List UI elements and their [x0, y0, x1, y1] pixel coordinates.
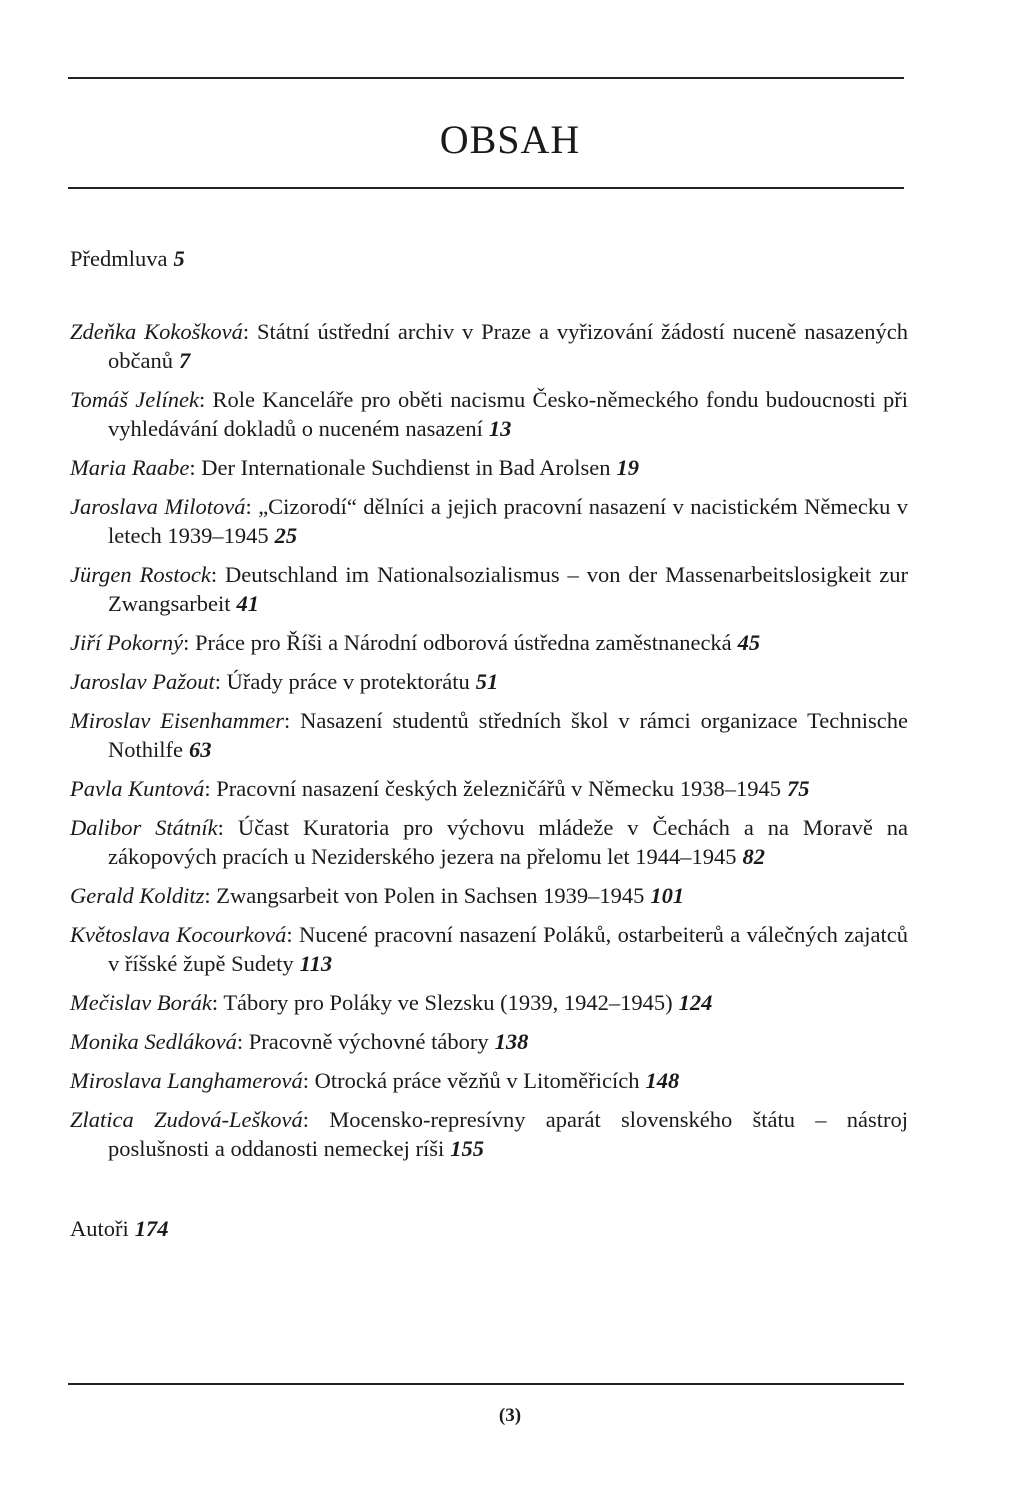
toc-entry-author: Maria Raabe — [70, 455, 190, 480]
toc-entry-author: Gerald Kolditz — [70, 883, 205, 908]
title-rule — [68, 187, 904, 189]
toc-entry-title: Role Kanceláře pro oběti nacismu Česko-německého fondu budoucnosti při vyhledávání dokladů o nuceném nasazení — [108, 387, 908, 441]
toc-entry-author: Jürgen Rostock — [70, 562, 211, 587]
toc-entry-title: „Cizorodí“ dělníci a jejich pracovní nasazení v nacistickém Německu v letech 1939–1945 — [108, 494, 908, 548]
toc-entry-title: Pracovně výchovné tábory — [248, 1029, 489, 1054]
toc-entry[interactable]: Květoslava Kocourková: Nucené pracovní nasazení Poláků, ostarbeiterů a válečných zajatců v říšské župě Sudety 113 — [70, 922, 908, 976]
page-title: OBSAH — [439, 117, 581, 162]
toc-entry-title: Der Internationale Suchdienst in Bad Arolsen — [201, 455, 611, 480]
toc-entry-title: Mocensko-represívny aparát slovenského štátu – nástroj poslušnosti a oddanosti nemeckej ríši — [108, 1107, 908, 1161]
toc-entry-title: Deutschland im Nationalsozialismus – von der Massenarbeitslosigkeit zur Zwangsarbeit — [108, 562, 908, 616]
toc-entry-title: Tábory pro Poláky ve Slezsku (1939, 1942–1945) — [223, 990, 673, 1015]
toc-entry-author: Květoslava Kocourková — [70, 922, 287, 947]
toc-entry-page: 148 — [645, 1068, 680, 1093]
toc-authors-page: 174 — [134, 1216, 169, 1241]
toc-entry-title: Otrocká práce vězňů v Litoměřicích — [314, 1068, 640, 1093]
toc-authors-label: Autoři — [70, 1216, 129, 1241]
toc-entry[interactable]: Zdeňka Kokošková: Státní ústřední archiv v Praze a vyřizování žádostí nuceně nasazených občanů 7 — [70, 319, 908, 373]
toc-entry[interactable]: Miroslava Langhamerová: Otrocká práce vězňů v Litoměřicích 148 — [70, 1068, 680, 1093]
toc-entry-title: Práce pro Říši a Národní odborová ústředna zaměstnanecká — [194, 630, 732, 655]
toc-entry-page: 51 — [475, 669, 499, 694]
toc-entry-page: 75 — [787, 776, 810, 801]
toc-entry-page: 45 — [737, 630, 761, 655]
bottom-rule — [68, 1383, 904, 1385]
toc-entry-page: 155 — [450, 1136, 484, 1161]
toc-entry-author: Zdeňka Kokošková — [70, 319, 243, 344]
toc-preface[interactable] — [70, 244, 908, 273]
page-number: (3) — [498, 1405, 522, 1426]
toc-preface-label: Předmluva — [70, 246, 168, 271]
toc-entries — [70, 317, 908, 1163]
toc-entry-author: Tomáš Jelínek — [70, 387, 199, 412]
toc-entry[interactable]: Mečislav Borák: Tábory pro Poláky ve Slezsku (1939, 1942–1945) 124 — [70, 990, 713, 1015]
toc-entry-page: 124 — [678, 990, 713, 1015]
toc-preface-page: 5 — [173, 246, 185, 271]
toc-entry-author: Dalibor Státník — [70, 815, 218, 840]
toc-entry-title: Pracovní nasazení českých železničářů v Německu 1938–1945 — [216, 776, 782, 801]
toc-entry-page: 19 — [616, 455, 640, 480]
toc-entry[interactable]: Jiří Pokorný: Práce pro Říši a Národní odborová ústředna zaměstnanecká 45 — [70, 630, 761, 655]
toc-entry[interactable]: Tomáš Jelínek: Role Kanceláře pro oběti nacismu Česko-německého fondu budoucnosti při vyhledávání dokladů o nuceném nasazení 13 — [70, 387, 908, 441]
toc-entry-page: 113 — [299, 951, 333, 976]
toc-entry-page: 82 — [742, 844, 766, 869]
toc-entry[interactable]: Gerald Kolditz: Zwangsarbeit von Polen in Sachsen 1939–1945 101 — [70, 883, 685, 908]
toc-entry-page: 63 — [188, 737, 212, 762]
toc-entry-author: Jiří Pokorný — [70, 630, 184, 655]
toc-entry-author: Pavla Kuntová — [70, 776, 205, 801]
toc-entry-page: 101 — [650, 883, 685, 908]
toc-entry-title: Nucené pracovní nasazení Poláků, ostarbeiterů a válečných zajatců v říšské župě Sudety — [108, 922, 908, 976]
toc-entry-page: 25 — [274, 523, 298, 548]
toc-entry-page: 7 — [178, 348, 191, 373]
toc-entry-author: Miroslav Eisenhammer — [70, 708, 285, 733]
toc-entry[interactable]: Zlatica Zudová-Lešková: Mocensko-represívny aparát slovenského štátu – nástroj poslušnosti a oddanosti nemeckej ríši 155 — [70, 1107, 908, 1161]
top-rule — [68, 77, 904, 79]
toc-entry[interactable]: Jaroslav Pažout: Úřady práce v protektorátu 51 — [70, 669, 499, 694]
toc-entry-title: Státní ústřední archiv v Praze a vyřizování žádostí nuceně nasazených občanů — [108, 319, 908, 373]
toc-entry-author: Jaroslava Milotová — [70, 494, 246, 519]
toc-entry[interactable]: Monika Sedláková: Pracovně výchovné tábory 138 — [70, 1029, 529, 1054]
toc-entry-title: Účast Kuratoria pro výchovu mládeže v Čechách a na Moravě na zákopových pracích u Neziderského jezera na přelomu let 1944–1945 — [108, 815, 908, 869]
toc-entry-author: Jaroslav Pažout — [70, 669, 215, 694]
toc-entry-page: 13 — [488, 416, 512, 441]
toc-entry-title: Nasazení studentů středních škol v rámci organizace Technische Nothilfe — [108, 708, 908, 762]
toc-entry[interactable]: Jürgen Rostock: Deutschland im Nationalsozialismus – von der Massenarbeitslosigkeit zur Zwangsarbeit 41 — [70, 562, 908, 616]
toc-entry[interactable]: Miroslav Eisenhammer: Nasazení studentů středních škol v rámci organizace Technische Nothilfe 63 — [70, 708, 908, 762]
toc-entry-page: 138 — [494, 1029, 529, 1054]
toc-entry-author: Mečislav Borák — [70, 990, 212, 1015]
toc-entry-author: Zlatica Zudová-Lešková — [70, 1107, 303, 1132]
toc-authors[interactable] — [70, 1214, 908, 1243]
table-of-contents — [70, 244, 908, 1243]
toc-entry-author: Monika Sedláková — [70, 1029, 237, 1054]
toc-entry-title: Zwangsarbeit von Polen in Sachsen 1939–1945 — [216, 883, 645, 908]
toc-entry[interactable]: Maria Raabe: Der Internationale Suchdienst in Bad Arolsen 19 — [70, 455, 640, 480]
toc-entry-author: Miroslava Langhamerová — [70, 1068, 303, 1093]
toc-entry[interactable]: Dalibor Státník: Účast Kuratoria pro výchovu mládeže v Čechách a na Moravě na zákopových pracích u Neziderského jezera na přelomu let 1944–1945 82 — [70, 815, 908, 869]
toc-entry-title: Úřady práce v protektorátu — [226, 669, 470, 694]
toc-entry[interactable]: Jaroslava Milotová: „Cizorodí“ dělníci a jejich pracovní nasazení v nacistickém Německu v letech 1939–1945 25 — [70, 494, 908, 548]
toc-entry[interactable]: Pavla Kuntová: Pracovní nasazení českých železničářů v Německu 1938–1945 75 — [70, 776, 810, 801]
toc-entry-page: 41 — [236, 591, 259, 616]
